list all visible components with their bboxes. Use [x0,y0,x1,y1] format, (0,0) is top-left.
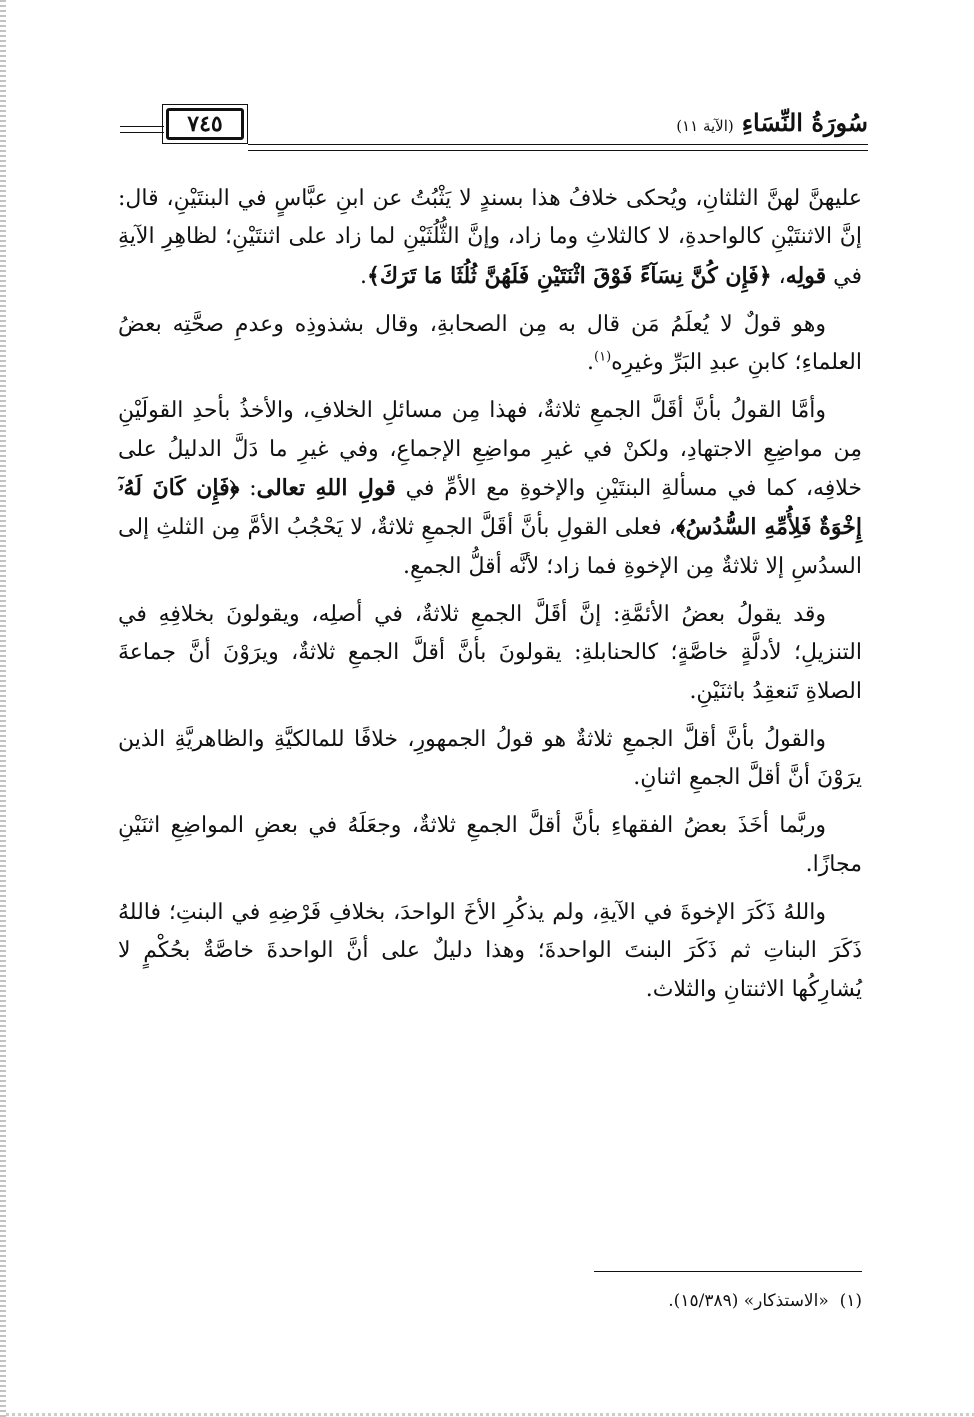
paragraph [118,721,862,798]
text-run: وقد يقولُ بعضُ الأئمَّةِ: إنَّ أقَلَّ الجمعِ ثلاثةٌ، في أصلِه، ويقولونَ بخلافِهِ في التنزيلِ؛ لأدلَّةٍ خاصَّةٍ؛ كالحنابلةِ: يقولونَ بأنَّ أقلَّ الجمعِ ثلاثةٌ، ويرَوْنَ أنَّ جماعةَ الصلاةِ تَنعقِدُ باثنَيْنِ. [118,601,862,704]
bold-text: قولِه [785,262,827,289]
footnote-text: «الاستذكار» (١٥/٣٨٩). [668,1291,829,1311]
paragraph [118,894,862,1009]
footnote-line [118,1288,862,1314]
running-title [676,108,868,138]
text-run: والقولُ بأنَّ أقلَّ الجمعِ ثلاثةٌ هو قولُ الجمهورِ، خلافًا للمالكيَّةِ والظاهريَّةِ الذين يرَوْنَ أنَّ أقلَّ الجمعِ اثنانِ. [118,726,862,791]
text-run: واللهُ ذَكَرَ الإخوةَ في الآيةِ، ولم يذكُرِ الأخَ الواحدَ، بخلافِ فَرْضِهِ في البنتِ؛ فاللهُ ذَكَرَ البناتِ ثم ذَكَرَ البنتَ الواحدةَ؛ وهذا دليلٌ على أنَّ الواحدةَ خاصَّةٌ بحُكْمٍ لا يُشارِكُها الاثنتانِ والثلاث. [118,900,862,1002]
bold-text: ﴿فَإِن كَانَ لَهُۥٓ إِخْوَةٌ فَلِأُمِّهِ السُّدُسُ﴾ [118,475,862,541]
footnote-ref: (١) [594,349,612,365]
ayah-reference: (الآية ١١) [676,117,734,135]
paragraph [118,180,862,296]
page-header [112,104,868,150]
paragraph [118,807,862,884]
text-run: . [587,350,595,376]
text-run: . [360,263,368,289]
text-run: عليهنَّ لهنَّ الثلثانِ، ويُحكى خلافُ هذا بسندٍ لا يَثْبُتُ عن ابنِ عبَّاسٍ في البنتَيْنِ، قال: إنَّ الاثنتَيْنِ كالواحدةِ، لا كالثلاثِ وما زاد، وإنَّ الثُّلُثَيْنِ لما زاد على اثنتَيْنِ؛ لظاهِرِ الآيةِ في [118,186,862,289]
paragraph [118,392,862,585]
surah-name: سُورَةُ النِّسَاءِ [741,108,868,137]
bold-text: ﴿فَإِن كُنَّ نِسَآءً فَوْقَ اثْنَتَيْنِ فَلَهُنَّ ثُلُثَا مَا تَرَكَ﴾ [367,262,772,289]
header-rule-left [120,126,164,133]
footnote-marker: (١) [839,1291,862,1311]
bold-text: قولِ اللهِ تعالى [256,475,396,502]
page-number: ٧٤٥ [166,108,244,140]
paragraph [118,596,862,711]
footnotes [118,1288,862,1314]
text-run: وربَّما أخَذَ بعضُ الفقهاءِ بأنَّ أقلَّ الجمعِ ثلاثةٌ، وجعَلَهُ في بعضِ المواضِعِ اثنَيْنِ مجازًا. [118,813,862,877]
scan-edge-bottom [6,1413,974,1416]
text-run: ، فعلى القولِ بأنَّ أقَلَّ الجمعِ ثلاثةٌ، لا يَحْجُبُ الأمَّ مِن الثلثِ إلى السدُسِ إلا ثلاثةٌ مِن الإخوةِ فما زاد؛ لأنَّه أقلُّ الجمعِ. [118,515,862,579]
footnote-separator [594,1271,862,1272]
header-rule [248,144,868,151]
body-text [118,180,862,1019]
scan-edge-left [0,0,6,1417]
page-number-frame [162,104,248,144]
text-run: ، [771,263,786,289]
text-run: : [239,476,257,502]
paragraph [118,306,862,383]
text-run: وهو قولٌ لا يُعلَمُ مَن قال به مِن الصحابةِ، وقال بشذوذِه وعدمِ صحَّتِه بعضُ العلماءِ؛ كابنِ عبدِ البَرِّ وغيرِه [118,311,862,376]
text-run: وأمَّا القولُ بأنَّ أقَلَّ الجمعِ ثلاثةٌ، فهذا مِن مسائلِ الخلافِ، والأخذُ بأحدِ القولَيْنِ مِن مواضِعِ الاجتهادِ، ولكنْ في غيرِ مواضِعِ الإجماعِ، وفي غيرِ ما دَلَّ الدليلُ على خلافِه، كما في مسألةِ البنتَيْنِ والإخوةِ مع الأمِّ في [118,398,862,502]
